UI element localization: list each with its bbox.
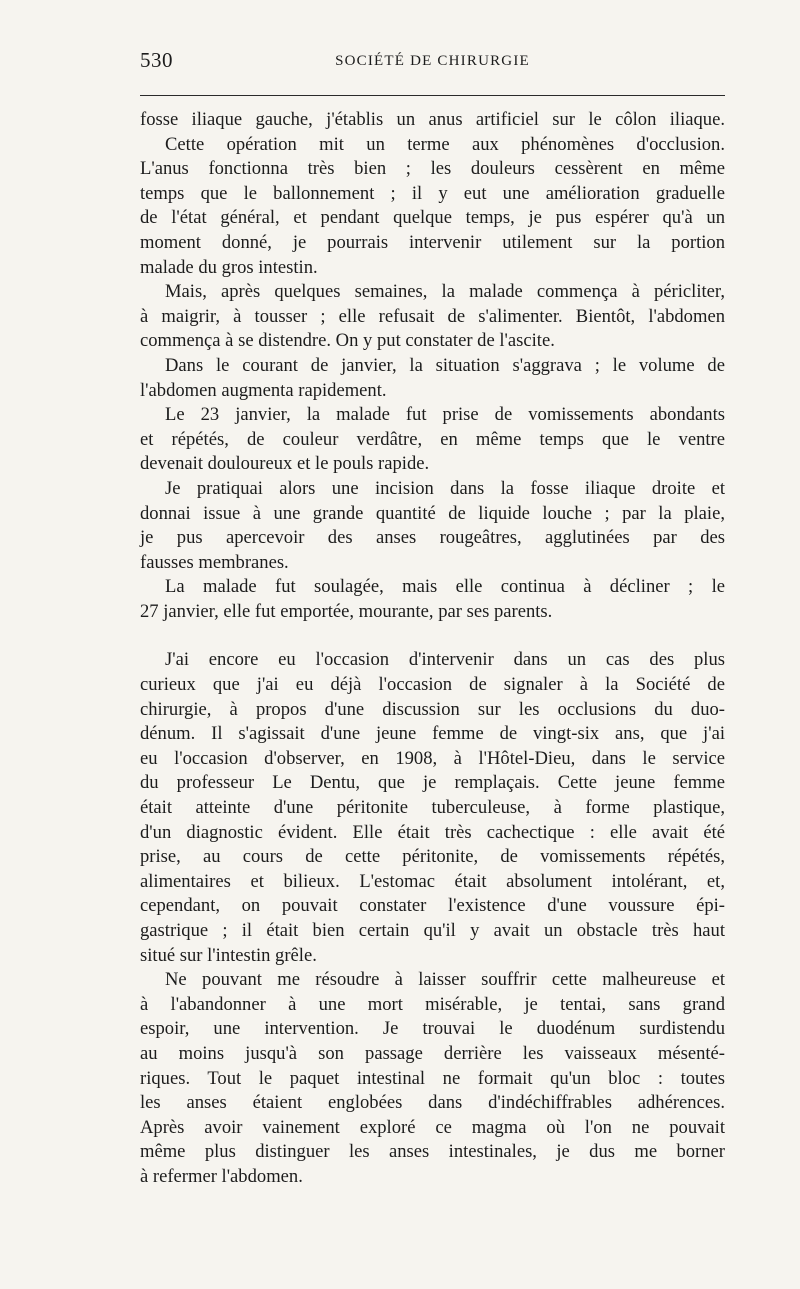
text-line: à maigrir, à tousser ; elle refusait de s'alimenter. Bientôt, l'abdomen — [140, 305, 725, 327]
running-head — [140, 48, 725, 88]
section-gap — [140, 624, 725, 648]
text-line: temps que le ballonnement ; il y eut une amélioration graduelle — [140, 182, 725, 204]
text-line: du professeur Le Dentu, que je remplaçais. Cette jeune femme — [140, 772, 725, 794]
text-line: d'un diagnostic évident. Elle était très cachectique : elle avait été — [140, 821, 725, 843]
text-line: Je pratiquai alors une incision dans la fosse iliaque droite et — [165, 477, 725, 499]
text-line: même plus distinguer les anses intestinales, je dus me borner — [140, 1141, 725, 1163]
header-rule — [140, 95, 725, 96]
running-title: SOCIÉTÉ DE CHIRURGIE — [335, 53, 530, 69]
page-number: 530 — [140, 48, 173, 72]
text-line: cependant, on pouvait constater l'existence d'une voussure épi- — [140, 895, 725, 917]
paragraph — [140, 477, 725, 575]
text-line: prise, au cours de cette péritonite, de vomissements répétés, — [140, 846, 725, 868]
text-line: La malade fut soulagée, mais elle continua à décliner ; le — [165, 576, 725, 598]
text-line: moment donné, je pourrais intervenir utilement sur la portion — [140, 231, 725, 253]
text-line: curieux que j'ai eu déjà l'occasion de signaler à la Société de — [140, 674, 725, 696]
paragraph — [140, 280, 725, 354]
text-line: Le 23 janvier, la malade fut prise de vomissements abondants — [165, 404, 725, 426]
text-line: Mais, après quelques semaines, la malade commença à péricliter, — [165, 281, 725, 303]
text-line: l'abdomen augmenta rapidement. — [140, 379, 387, 401]
text-line: Dans le courant de janvier, la situation s'aggrava ; le volume de — [165, 354, 725, 376]
text-line: Ne pouvant me résoudre à laisser souffrir cette malheureuse et — [165, 969, 725, 991]
text-line: donnai issue à une grande quantité de liquide louche ; par la plaie, — [140, 502, 725, 524]
text-line: alimentaires et bilieux. L'estomac était absolument intolérant, et, — [140, 870, 725, 892]
text-line: à refermer l'abdomen. — [140, 1165, 303, 1187]
text-line: les anses étaient englobées dans d'indéchiffrables adhérences. — [140, 1092, 725, 1114]
text-line: dénum. Il s'agissait d'une jeune femme de vingt-six ans, que j'ai — [140, 723, 725, 745]
text-line: chirurgie, à propos d'une discussion sur les occlusions du duo- — [140, 698, 725, 720]
text-line: Après avoir vainement exploré ce magma où l'on ne pouvait — [140, 1116, 725, 1138]
text-line: riques. Tout le paquet intestinal ne formait qu'un bloc : toutes — [140, 1067, 725, 1089]
text-line: situé sur l'intestin grêle. — [140, 944, 317, 966]
text-line: je pus apercevoir des anses rougeâtres, agglutinées par des — [140, 527, 725, 549]
text-line: commença à se distendre. On y put constater de l'ascite. — [140, 330, 555, 352]
text-line: devenait douloureux et le pouls rapide. — [140, 453, 430, 475]
text-line: et répétés, de couleur verdâtre, en même temps que le ventre — [140, 428, 725, 450]
paragraph — [140, 968, 725, 1189]
paragraph — [140, 575, 725, 624]
text-line: fosse iliaque gauche, j'établis un anus artificiel sur le côlon iliaque. — [140, 109, 725, 130]
text-line: de l'état général, et pendant quelque temps, je pus espérer qu'à un — [140, 207, 725, 229]
text-line: J'ai encore eu l'occasion d'intervenir dans un cas des plus — [165, 649, 725, 671]
body-text — [140, 108, 725, 1190]
paragraph — [140, 403, 725, 477]
text-line: eu l'occasion d'observer, en 1908, à l'Hôtel-Dieu, dans le service — [140, 747, 725, 769]
text-line: malade du gros intestin. — [140, 256, 318, 278]
text-line: gastrique ; il était bien certain qu'il y avait un obstacle très haut — [140, 920, 725, 941]
text-line: à l'abandonner à une mort misérable, je tentai, sans grand — [140, 993, 725, 1015]
text-line: fausses membranes. — [140, 551, 289, 573]
paragraph — [140, 648, 725, 968]
paragraph — [140, 108, 725, 280]
text-line: L'anus fonctionna très bien ; les douleurs cessèrent en même — [140, 158, 725, 180]
text-line: 27 janvier, elle fut emportée, mourante, par ses parents. — [140, 600, 553, 622]
text-line: Cette opération mit un terme aux phénomènes d'occlusion. — [165, 133, 725, 155]
text-line: espoir, une intervention. Je trouvai le duodénum surdistendu — [140, 1018, 725, 1040]
text-line: était atteinte d'une péritonite tuberculeuse, à forme plastique, — [140, 797, 725, 819]
text-line: au moins jusqu'à son passage derrière les vaisseaux mésenté- — [140, 1042, 725, 1064]
paragraph — [140, 354, 725, 403]
